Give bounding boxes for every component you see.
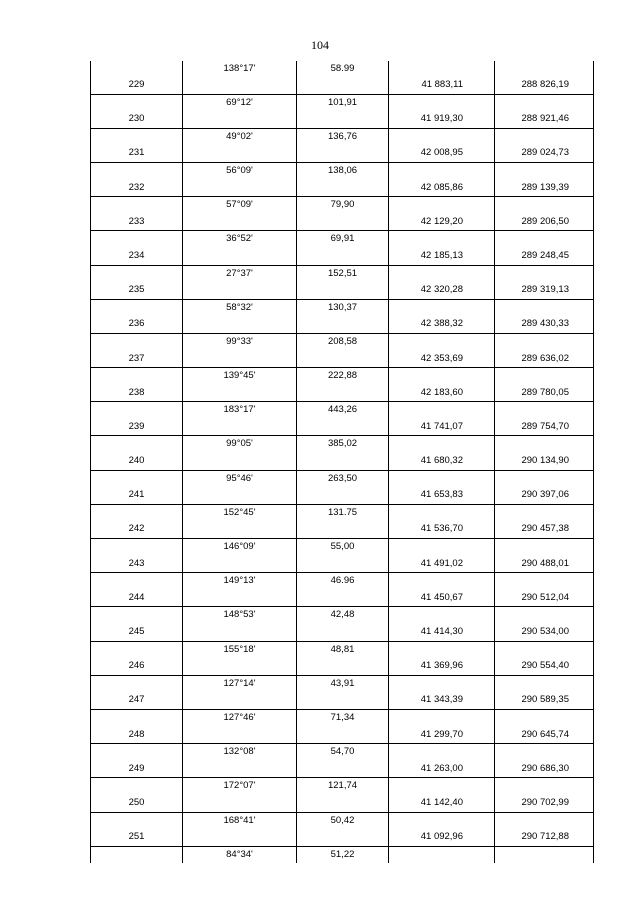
table-row-point — [90, 727, 594, 745]
y-coordinate-cell — [494, 163, 594, 180]
length-cell: 101,91 — [296, 95, 388, 112]
length-cell: 131.75 — [296, 505, 388, 522]
x-coordinate-cell — [388, 642, 494, 659]
x-coordinate-cell — [388, 676, 494, 693]
angle-cell — [182, 419, 296, 436]
angle-cell: 127°46' — [182, 710, 296, 727]
table-row-segment — [90, 129, 594, 146]
length-cell — [296, 829, 388, 846]
length-cell: 136,76 — [296, 129, 388, 146]
x-coordinate-cell — [388, 95, 494, 112]
length-cell: 43,91 — [296, 676, 388, 693]
x-coordinate-cell: 41 414,30 — [388, 624, 494, 641]
point-cell — [90, 95, 182, 112]
table-row-point — [90, 521, 594, 539]
angle-cell: 57°09' — [182, 197, 296, 214]
table-row-point — [90, 487, 594, 505]
y-coordinate-cell — [494, 744, 594, 761]
x-coordinate-cell — [388, 61, 494, 77]
table-row-point — [90, 795, 594, 813]
length-cell: 222,88 — [296, 368, 388, 385]
length-cell — [296, 556, 388, 573]
y-coordinate-cell: 290 645,74 — [494, 727, 594, 744]
point-cell — [90, 505, 182, 522]
y-coordinate-cell — [494, 231, 594, 248]
y-coordinate-cell: 289 636,02 — [494, 351, 594, 368]
length-cell: 46.96 — [296, 573, 388, 590]
length-cell — [296, 487, 388, 504]
length-cell — [296, 727, 388, 744]
point-cell — [90, 231, 182, 248]
x-coordinate-cell — [388, 436, 494, 453]
length-cell — [296, 419, 388, 436]
x-coordinate-cell: 41 536,70 — [388, 521, 494, 538]
x-coordinate-cell: 42 085,86 — [388, 180, 494, 197]
angle-cell: 183°17' — [182, 402, 296, 419]
point-cell — [90, 573, 182, 590]
y-coordinate-cell: 290 488,01 — [494, 556, 594, 573]
y-coordinate-cell: 289 319,13 — [494, 282, 594, 299]
length-cell — [296, 385, 388, 402]
y-coordinate-cell — [494, 197, 594, 214]
y-coordinate-cell: 290 134,90 — [494, 453, 594, 470]
point-cell — [90, 744, 182, 761]
table-row-point — [90, 556, 594, 574]
x-coordinate-cell — [388, 368, 494, 385]
angle-cell: 56°09' — [182, 163, 296, 180]
length-cell — [296, 77, 388, 94]
angle-cell: 49°02' — [182, 129, 296, 146]
table-row-segment — [90, 197, 594, 214]
table-row-point — [90, 385, 594, 403]
angle-cell — [182, 521, 296, 538]
x-coordinate-cell: 41 741,07 — [388, 419, 494, 436]
x-coordinate-cell — [388, 847, 494, 864]
x-coordinate-cell — [388, 231, 494, 248]
point-cell — [90, 813, 182, 830]
length-cell — [296, 282, 388, 299]
table-row-segment — [90, 266, 594, 283]
length-cell — [296, 692, 388, 709]
x-coordinate-cell: 41 653,83 — [388, 487, 494, 504]
angle-cell: 152°45' — [182, 505, 296, 522]
x-coordinate-cell: 41 450,67 — [388, 590, 494, 607]
x-coordinate-cell: 41 263,00 — [388, 761, 494, 778]
y-coordinate-cell — [494, 129, 594, 146]
x-coordinate-cell — [388, 778, 494, 795]
x-coordinate-cell: 42 129,20 — [388, 214, 494, 231]
x-coordinate-cell: 42 008,95 — [388, 145, 494, 162]
point-cell — [90, 847, 182, 864]
y-coordinate-cell — [494, 61, 594, 77]
y-coordinate-cell: 290 589,35 — [494, 692, 594, 709]
y-coordinate-cell — [494, 402, 594, 419]
length-cell — [296, 111, 388, 128]
angle-cell: 172°07' — [182, 778, 296, 795]
table-row-point — [90, 453, 594, 471]
length-cell: 55,00 — [296, 539, 388, 556]
angle-cell — [182, 248, 296, 265]
y-coordinate-cell — [494, 539, 594, 556]
angle-cell: 155°18' — [182, 642, 296, 659]
length-cell — [296, 521, 388, 538]
angle-cell: 58°32' — [182, 300, 296, 317]
table-row-point — [90, 77, 594, 95]
point-cell: 231 — [90, 145, 182, 162]
table-row-point — [90, 829, 594, 847]
point-cell — [90, 710, 182, 727]
angle-cell: 132°08' — [182, 744, 296, 761]
angle-cell — [182, 658, 296, 675]
table-row-point — [90, 180, 594, 198]
length-cell: 121,74 — [296, 778, 388, 795]
point-cell: 230 — [90, 111, 182, 128]
table-row-point — [90, 419, 594, 437]
length-cell: 385,02 — [296, 436, 388, 453]
x-coordinate-cell: 41 142,40 — [388, 795, 494, 812]
table-row-segment — [90, 573, 594, 590]
table-row-segment — [90, 368, 594, 385]
length-cell — [296, 316, 388, 333]
x-coordinate-cell: 42 183,60 — [388, 385, 494, 402]
y-coordinate-cell: 289 024,73 — [494, 145, 594, 162]
table-row-point — [90, 590, 594, 608]
table-row-point — [90, 214, 594, 232]
x-coordinate-cell: 42 353,69 — [388, 351, 494, 368]
point-cell — [90, 436, 182, 453]
angle-cell: 127°14' — [182, 676, 296, 693]
point-cell: 229 — [90, 77, 182, 94]
y-coordinate-cell: 288 921,46 — [494, 111, 594, 128]
table-row-segment — [90, 778, 594, 795]
point-cell — [90, 402, 182, 419]
length-cell: 42,48 — [296, 607, 388, 624]
point-cell — [90, 676, 182, 693]
x-coordinate-cell: 41 343,39 — [388, 692, 494, 709]
y-coordinate-cell — [494, 710, 594, 727]
x-coordinate-cell — [388, 334, 494, 351]
angle-cell — [182, 453, 296, 470]
y-coordinate-cell — [494, 813, 594, 830]
length-cell: 79,90 — [296, 197, 388, 214]
y-coordinate-cell: 289 430,33 — [494, 316, 594, 333]
x-coordinate-cell — [388, 471, 494, 488]
point-cell — [90, 471, 182, 488]
point-cell: 242 — [90, 521, 182, 538]
x-coordinate-cell: 41 369,96 — [388, 658, 494, 675]
x-coordinate-cell — [388, 539, 494, 556]
angle-cell: 148°53' — [182, 607, 296, 624]
point-cell — [90, 266, 182, 283]
x-coordinate-cell — [388, 573, 494, 590]
length-cell — [296, 351, 388, 368]
length-cell: 50,42 — [296, 813, 388, 830]
y-coordinate-cell: 289 206,50 — [494, 214, 594, 231]
angle-cell: 27°37' — [182, 266, 296, 283]
x-coordinate-cell: 41 491,02 — [388, 556, 494, 573]
angle-cell: 138°17' — [182, 61, 296, 77]
point-cell — [90, 129, 182, 146]
point-cell — [90, 334, 182, 351]
angle-cell: 36°52' — [182, 231, 296, 248]
y-coordinate-cell — [494, 505, 594, 522]
table-row-point — [90, 351, 594, 369]
angle-cell — [182, 77, 296, 94]
length-cell — [296, 145, 388, 162]
point-cell — [90, 368, 182, 385]
table-row-point — [90, 658, 594, 676]
table-row-segment — [90, 436, 594, 453]
angle-cell — [182, 214, 296, 231]
coordinates-table — [90, 61, 594, 863]
x-coordinate-cell — [388, 813, 494, 830]
angle-cell: 139°45' — [182, 368, 296, 385]
angle-cell — [182, 727, 296, 744]
table-row-segment — [90, 539, 594, 556]
point-cell: 238 — [90, 385, 182, 402]
table-row-segment — [90, 847, 594, 864]
table-row-segment — [90, 300, 594, 317]
point-cell: 246 — [90, 658, 182, 675]
y-coordinate-cell — [494, 334, 594, 351]
y-coordinate-cell: 290 702,99 — [494, 795, 594, 812]
y-coordinate-cell — [494, 95, 594, 112]
point-cell: 232 — [90, 180, 182, 197]
x-coordinate-cell: 42 388,32 — [388, 316, 494, 333]
point-cell: 249 — [90, 761, 182, 778]
table-row-segment — [90, 334, 594, 351]
y-coordinate-cell: 290 512,04 — [494, 590, 594, 607]
table-row-segment — [90, 95, 594, 112]
y-coordinate-cell: 289 754,70 — [494, 419, 594, 436]
angle-cell: 146°09' — [182, 539, 296, 556]
table-row-segment — [90, 607, 594, 624]
length-cell — [296, 214, 388, 231]
y-coordinate-cell — [494, 368, 594, 385]
x-coordinate-cell: 41 883,11 — [388, 77, 494, 94]
y-coordinate-cell — [494, 300, 594, 317]
angle-cell — [182, 282, 296, 299]
table-row-segment — [90, 61, 594, 77]
table-row-segment — [90, 163, 594, 180]
y-coordinate-cell — [494, 266, 594, 283]
y-coordinate-cell: 289 248,45 — [494, 248, 594, 265]
angle-cell — [182, 180, 296, 197]
point-cell — [90, 300, 182, 317]
point-cell: 251 — [90, 829, 182, 846]
angle-cell — [182, 556, 296, 573]
point-cell: 235 — [90, 282, 182, 299]
length-cell — [296, 180, 388, 197]
point-cell — [90, 539, 182, 556]
y-coordinate-cell: 289 780,05 — [494, 385, 594, 402]
length-cell: 152,51 — [296, 266, 388, 283]
y-coordinate-cell: 289 139,39 — [494, 180, 594, 197]
y-coordinate-cell — [494, 778, 594, 795]
angle-cell — [182, 351, 296, 368]
table-row-point — [90, 624, 594, 642]
angle-cell — [182, 590, 296, 607]
x-coordinate-cell — [388, 266, 494, 283]
angle-cell — [182, 111, 296, 128]
length-cell: 48,81 — [296, 642, 388, 659]
x-coordinate-cell: 42 320,28 — [388, 282, 494, 299]
angle-cell — [182, 795, 296, 812]
length-cell: 51,22 — [296, 847, 388, 864]
table-row-segment — [90, 402, 594, 419]
table-row-point — [90, 761, 594, 779]
x-coordinate-cell — [388, 744, 494, 761]
y-coordinate-cell — [494, 676, 594, 693]
table-row-point — [90, 282, 594, 300]
angle-cell: 99°33' — [182, 334, 296, 351]
table-row-segment — [90, 471, 594, 488]
y-coordinate-cell — [494, 573, 594, 590]
x-coordinate-cell: 41 680,32 — [388, 453, 494, 470]
y-coordinate-cell — [494, 436, 594, 453]
table-row-segment — [90, 813, 594, 830]
y-coordinate-cell: 290 397,06 — [494, 487, 594, 504]
point-cell: 245 — [90, 624, 182, 641]
point-cell: 239 — [90, 419, 182, 436]
y-coordinate-cell — [494, 847, 594, 864]
x-coordinate-cell — [388, 163, 494, 180]
point-cell: 240 — [90, 453, 182, 470]
point-cell: 236 — [90, 316, 182, 333]
table-row-segment — [90, 744, 594, 761]
length-cell: 71,34 — [296, 710, 388, 727]
table-row-point — [90, 316, 594, 334]
point-cell: 241 — [90, 487, 182, 504]
table-row-segment — [90, 642, 594, 659]
y-coordinate-cell — [494, 642, 594, 659]
table-row-segment — [90, 710, 594, 727]
angle-cell: 84°34' — [182, 847, 296, 864]
table-row-segment — [90, 231, 594, 248]
table-row-segment — [90, 505, 594, 522]
length-cell: 443,26 — [296, 402, 388, 419]
angle-cell: 69°12' — [182, 95, 296, 112]
angle-cell — [182, 385, 296, 402]
length-cell — [296, 624, 388, 641]
x-coordinate-cell — [388, 505, 494, 522]
angle-cell — [182, 761, 296, 778]
length-cell — [296, 590, 388, 607]
point-cell: 247 — [90, 692, 182, 709]
x-coordinate-cell: 42 185,13 — [388, 248, 494, 265]
angle-cell: 149°13' — [182, 573, 296, 590]
length-cell: 54,70 — [296, 744, 388, 761]
length-cell: 69,91 — [296, 231, 388, 248]
x-coordinate-cell: 41 919,30 — [388, 111, 494, 128]
length-cell — [296, 795, 388, 812]
point-cell: 237 — [90, 351, 182, 368]
point-cell — [90, 642, 182, 659]
table-row-point — [90, 692, 594, 710]
y-coordinate-cell: 288 826,19 — [494, 77, 594, 94]
point-cell: 233 — [90, 214, 182, 231]
point-cell: 243 — [90, 556, 182, 573]
point-cell — [90, 778, 182, 795]
length-cell — [296, 453, 388, 470]
length-cell — [296, 658, 388, 675]
length-cell: 58.99 — [296, 61, 388, 77]
point-cell — [90, 163, 182, 180]
length-cell: 263,50 — [296, 471, 388, 488]
length-cell — [296, 761, 388, 778]
point-cell — [90, 61, 182, 77]
angle-cell — [182, 624, 296, 641]
point-cell: 250 — [90, 795, 182, 812]
length-cell: 208,58 — [296, 334, 388, 351]
angle-cell: 95°46' — [182, 471, 296, 488]
angle-cell: 99°05' — [182, 436, 296, 453]
angle-cell — [182, 487, 296, 504]
point-cell — [90, 197, 182, 214]
x-coordinate-cell: 41 299,70 — [388, 727, 494, 744]
length-cell — [296, 248, 388, 265]
x-coordinate-cell — [388, 402, 494, 419]
x-coordinate-cell: 41 092,96 — [388, 829, 494, 846]
table-row-point — [90, 145, 594, 163]
y-coordinate-cell: 290 457,38 — [494, 521, 594, 538]
y-coordinate-cell: 290 534,00 — [494, 624, 594, 641]
y-coordinate-cell — [494, 607, 594, 624]
point-cell — [90, 607, 182, 624]
page-number: 104 — [311, 38, 329, 52]
point-cell: 248 — [90, 727, 182, 744]
y-coordinate-cell: 290 712,88 — [494, 829, 594, 846]
x-coordinate-cell — [388, 129, 494, 146]
x-coordinate-cell — [388, 710, 494, 727]
point-cell: 234 — [90, 248, 182, 265]
angle-cell — [182, 692, 296, 709]
angle-cell: 168°41' — [182, 813, 296, 830]
x-coordinate-cell — [388, 197, 494, 214]
angle-cell — [182, 829, 296, 846]
length-cell: 138,06 — [296, 163, 388, 180]
length-cell: 130,37 — [296, 300, 388, 317]
table-row-point — [90, 111, 594, 129]
y-coordinate-cell: 290 686,30 — [494, 761, 594, 778]
point-cell: 244 — [90, 590, 182, 607]
x-coordinate-cell — [388, 300, 494, 317]
x-coordinate-cell — [388, 607, 494, 624]
y-coordinate-cell: 290 554,40 — [494, 658, 594, 675]
table-row-segment — [90, 676, 594, 693]
y-coordinate-cell — [494, 471, 594, 488]
angle-cell — [182, 316, 296, 333]
angle-cell — [182, 145, 296, 162]
table-row-point — [90, 248, 594, 266]
